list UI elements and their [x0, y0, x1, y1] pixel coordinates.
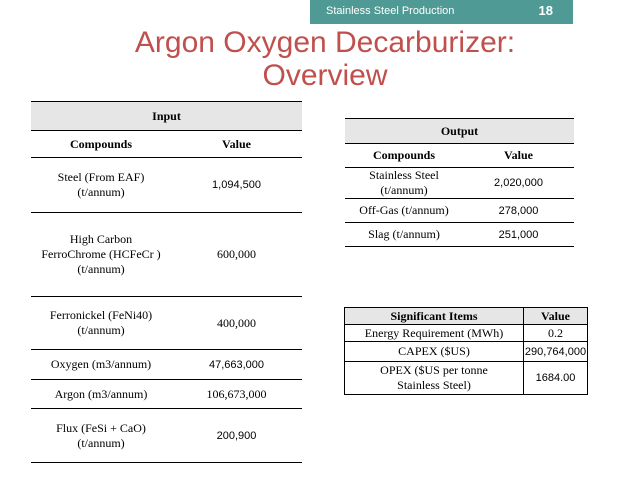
table-row — [31, 297, 302, 350]
table-row — [345, 325, 588, 342]
compound-cell: Oxygen (m3/annum) — [31, 350, 171, 380]
item-cell: CAPEX ($US) — [345, 342, 524, 362]
table-row — [345, 342, 588, 362]
input-table-title: Input — [31, 102, 302, 131]
item-cell: OPEX ($US per tonne Stainless Steel) — [345, 362, 524, 395]
output-table — [345, 118, 574, 247]
significant-col-items: Significant Items — [345, 308, 524, 325]
input-col-compounds: Compounds — [31, 131, 171, 158]
value-cell: 0.2 — [524, 325, 588, 342]
table-row — [345, 362, 588, 395]
value-cell: 600,000 — [171, 213, 302, 297]
table-row — [345, 223, 574, 247]
compound-cell: Stainless Steel (t/annum) — [345, 168, 463, 199]
compound-cell: Off-Gas (t/annum) — [345, 199, 463, 223]
table-row — [31, 158, 302, 213]
table-row — [31, 409, 302, 463]
output-table-title: Output — [345, 119, 574, 144]
value-cell: 290,764,000 — [524, 342, 588, 362]
header-label: Stainless Steel Production — [326, 5, 455, 17]
table-row — [345, 168, 574, 199]
value-cell: 278,000 — [463, 199, 574, 223]
value-cell: 106,673,000 — [171, 380, 302, 409]
compound-cell: High Carbon FerroChrome (HCFeCr ) (t/annum) — [31, 213, 171, 297]
value-cell: 200,900 — [171, 409, 302, 463]
header-bar — [310, 0, 573, 24]
slide-number: 18 — [538, 3, 553, 18]
compound-cell: Flux (FeSi + CaO) (t/annum) — [31, 409, 171, 463]
value-cell: 1684.00 — [524, 362, 588, 395]
compound-cell: Ferronickel (FeNi40) (t/annum) — [31, 297, 171, 350]
table-row — [345, 199, 574, 223]
compound-cell: Steel (From EAF) (t/annum) — [31, 158, 171, 213]
value-cell: 1,094,500 — [171, 158, 302, 213]
title-line-2: Overview — [262, 59, 388, 92]
table-row — [31, 350, 302, 380]
value-cell: 400,000 — [171, 297, 302, 350]
input-col-value: Value — [171, 131, 302, 158]
title-line-1: Argon Oxygen Decarburizer: — [134, 26, 516, 59]
input-table — [31, 101, 302, 463]
value-cell: 47,663,000 — [171, 350, 302, 380]
compound-cell: Slag (t/annum) — [345, 223, 463, 247]
significant-items-table — [344, 307, 588, 395]
compound-cell: Argon (m3/annum) — [31, 380, 171, 409]
table-row — [31, 213, 302, 297]
value-cell: 251,000 — [463, 223, 574, 247]
page-title — [60, 26, 590, 92]
significant-col-value: Value — [524, 308, 588, 325]
output-col-compounds: Compounds — [345, 144, 463, 168]
table-row — [31, 380, 302, 409]
value-cell: 2,020,000 — [463, 168, 574, 199]
output-col-value: Value — [463, 144, 574, 168]
item-cell: Energy Requirement (MWh) — [345, 325, 524, 342]
